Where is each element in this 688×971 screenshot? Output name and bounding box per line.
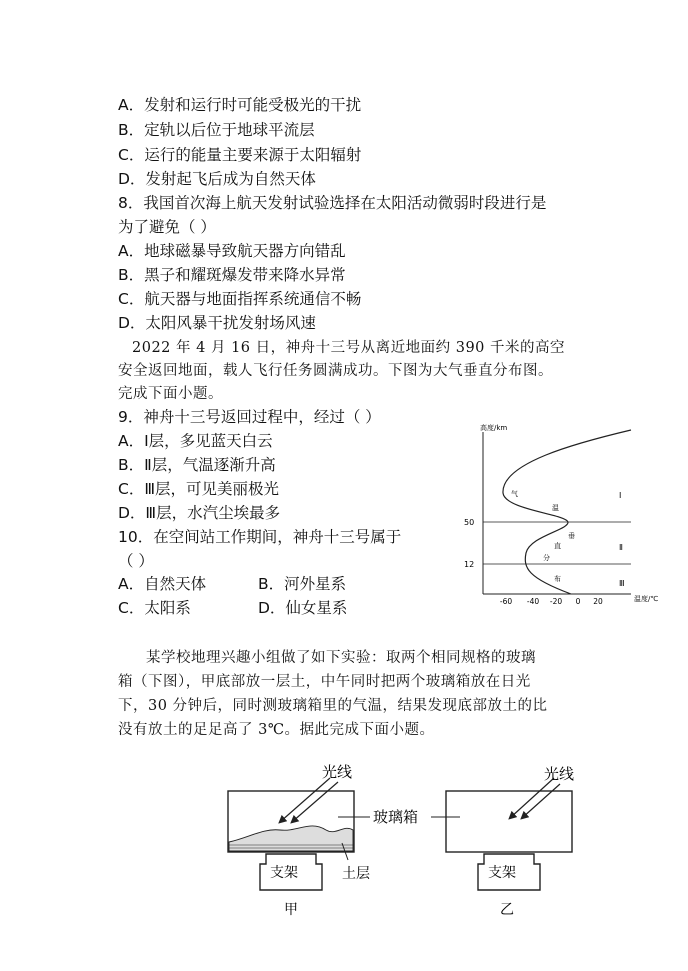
x-axis-label: 温度/℃ xyxy=(634,595,659,603)
q8-option-d: D．太阳风暴干扰发射场风速 xyxy=(118,314,316,332)
x-tick-0: 0 xyxy=(575,597,581,606)
q9-stem: 9．神舟十三号返回过程中，经过（ ） xyxy=(118,408,381,426)
q7-option-b: B．定轨以后位于地球平流层 xyxy=(118,121,315,139)
layer-label-3: Ⅲ xyxy=(619,579,625,588)
curve-label-wen: 温 xyxy=(552,504,559,512)
curve-label-bu: 布 xyxy=(554,575,561,583)
light-label-left: 光线 xyxy=(322,763,353,781)
passage1-line2: 安全返回地面，载人飞行任务圆满成功。下图为大气垂直分布图。 xyxy=(118,363,553,379)
x-tick-neg60: -60 xyxy=(499,597,513,606)
stand-label-left: 支架 xyxy=(270,865,298,881)
curve-label-fen: 分 xyxy=(543,554,550,562)
layer-label-2: Ⅱ xyxy=(619,543,623,552)
temperature-curve xyxy=(503,430,631,594)
q10-stem-cont: （ ） xyxy=(118,552,154,570)
passage2-line4: 没有放土的足足高了 3℃。据此完成下面小题。 xyxy=(118,722,435,738)
passage2-line2: 箱（下图），甲底部放一层土，中午同时把两个玻璃箱放在日光 xyxy=(118,674,531,690)
experiment-figure xyxy=(218,760,578,918)
passage2-line1: 某学校地理兴趣小组做了如下实验：取两个相同规格的玻璃 xyxy=(146,650,536,666)
layer-label-1: Ⅰ xyxy=(619,491,622,500)
caption-jia: 甲 xyxy=(284,902,298,918)
soil-layer xyxy=(229,826,353,851)
soil-label: 土层 xyxy=(342,866,370,882)
q10-option-d: D．仙女星系 xyxy=(258,599,348,617)
y-tick-12: 12 xyxy=(464,560,475,569)
q8-option-b: B．黑子和耀斑爆发带来降水异常 xyxy=(118,266,346,284)
passage1-line3: 完成下面小题。 xyxy=(118,386,223,402)
q9-option-b: B．Ⅱ层，气温逐渐升高 xyxy=(118,456,276,474)
x-tick-neg40: -40 xyxy=(526,597,540,606)
glass-box-right xyxy=(446,791,572,852)
passage2-line3: 下，30 分钟后，同时测玻璃箱里的气温，结果发现底部放土的比 xyxy=(118,698,548,714)
curve-label-zhi: 直 xyxy=(554,542,561,550)
q8-option-a: A．地球磁暴导致航天器方向错乱 xyxy=(118,242,346,260)
q7-option-c: C．运行的能量主要来源于太阳辐射 xyxy=(118,146,362,164)
light-label-right: 光线 xyxy=(544,765,575,783)
passage1-line1: 2022 年 4 月 16 日，神舟十三号从离近地面约 390 千米的高空 xyxy=(132,340,566,356)
q8-stem: 8．我国首次海上航天发射试验选择在太阳活动微弱时段进行是 xyxy=(118,194,547,212)
q9-option-d: D．Ⅲ层，水汽尘埃最多 xyxy=(118,504,281,522)
stand-label-right: 支架 xyxy=(488,865,516,881)
q7-option-a: A．发射和运行时可能受极光的干扰 xyxy=(118,96,362,114)
caption-yi: 乙 xyxy=(500,902,514,918)
light-arrow-left-2 xyxy=(292,782,338,822)
q10-stem: 10．在空间站工作期间，神舟十三号属于 xyxy=(118,528,402,546)
q7-option-d: D．发射起飞后成为自然天体 xyxy=(118,170,316,188)
light-arrow-left xyxy=(280,778,330,822)
q10-option-c: C．太阳系 xyxy=(118,599,191,617)
q8-option-c: C．航天器与地面指挥系统通信不畅 xyxy=(118,290,362,308)
glass-box-label: 玻璃箱 xyxy=(373,808,419,826)
q8-stem-cont: 为了避免（ ） xyxy=(118,218,216,236)
y-tick-50: 50 xyxy=(464,518,475,527)
curve-label-chui: 垂 xyxy=(568,532,575,540)
q10-option-b: B．河外星系 xyxy=(258,575,347,593)
x-tick-neg20: -20 xyxy=(549,597,563,606)
q10-option-a: A．自然天体 xyxy=(118,575,207,593)
y-axis-label: 高度/km xyxy=(480,424,508,432)
x-tick-20: 20 xyxy=(593,597,603,606)
q9-option-c: C．Ⅲ层，可见美丽极光 xyxy=(118,480,280,498)
q9-option-a: A．Ⅰ层，多见蓝天白云 xyxy=(118,432,273,450)
atmosphere-chart xyxy=(456,418,681,610)
light-arrow-right xyxy=(510,778,554,818)
curve-label-qi: 气 xyxy=(511,490,518,498)
